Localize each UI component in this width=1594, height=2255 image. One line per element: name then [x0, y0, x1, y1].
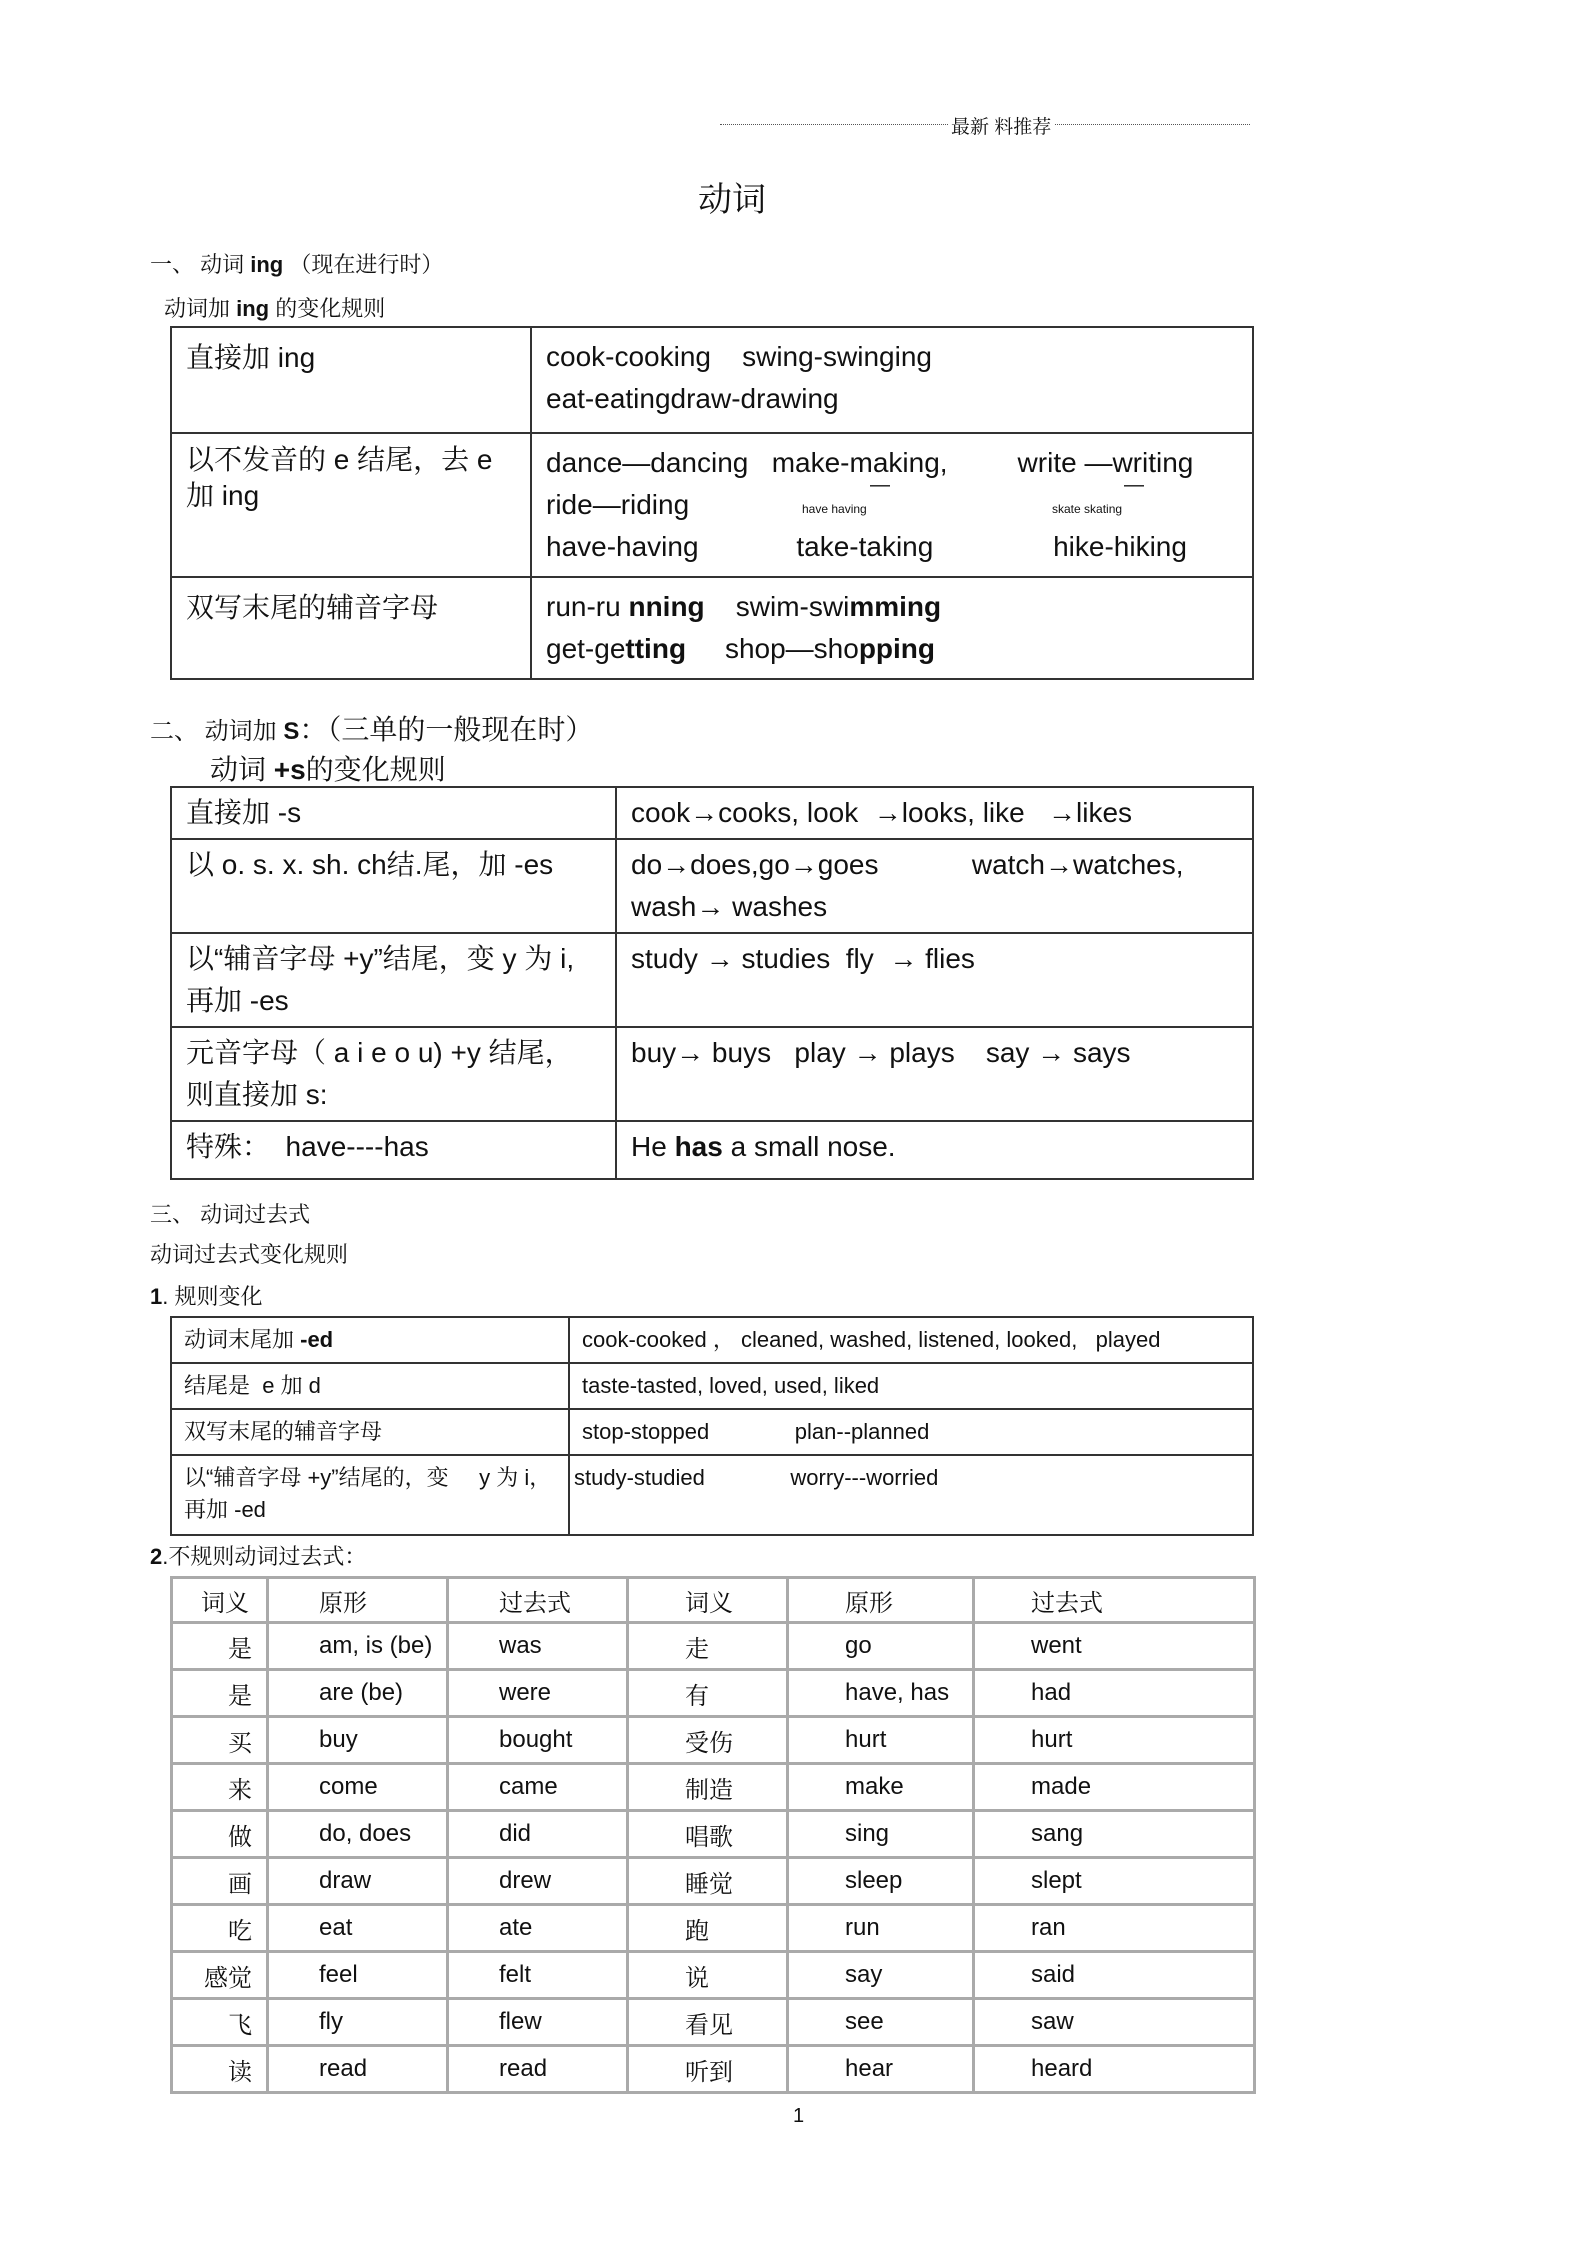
example-line: ride—riding — [546, 489, 690, 520]
header-cell: 原形 — [788, 1578, 974, 1623]
example-line: wash→ washes — [631, 891, 828, 922]
example-line: do→does,go→goes watch→watches, — [631, 849, 1184, 880]
table-row — [171, 433, 1253, 577]
rule-cell — [171, 1409, 569, 1455]
meaning-cell: 做 — [172, 1811, 268, 1858]
past-form-cell: sang — [974, 1811, 1255, 1858]
text-bold: mming — [849, 591, 942, 622]
past-form-cell: saw — [974, 1999, 1255, 2046]
section1-subheading-suffix: 的变化规则 — [269, 296, 386, 321]
section2-heading-suffix: ：（三单的一般现在时） — [299, 714, 594, 745]
page-title: 动词 — [698, 180, 766, 220]
rule-line: 再加 -es — [186, 985, 289, 1016]
rule-cell — [171, 787, 616, 839]
past-form-cell: said — [974, 1952, 1255, 1999]
regular-past-table — [170, 1316, 1254, 1536]
rule-cell — [171, 1121, 616, 1179]
base-form-cell: have, has — [788, 1670, 974, 1717]
base-form-cell: do, does — [268, 1811, 448, 1858]
header-cell: 原形 — [268, 1578, 448, 1623]
table-row — [172, 2046, 1255, 2093]
past-form-cell: bought — [448, 1717, 628, 1764]
examples-cell: study-studied worry---worried — [569, 1455, 1253, 1535]
past-form-cell: read — [448, 2046, 628, 2093]
rule-cell: 以不发音的 e 结尾，去 e 加 ing — [171, 433, 531, 577]
rule-cell — [171, 933, 616, 1027]
rule-text: 动词末尾加 — [184, 1327, 301, 1352]
base-form-cell: am, is (be) — [268, 1623, 448, 1670]
example-line: eat-eatingdraw-drawing — [546, 383, 839, 414]
text-plain: He — [631, 1131, 675, 1162]
past-form-cell: hurt — [974, 1717, 1255, 1764]
past-form-cell: was — [448, 1623, 628, 1670]
rule-text: 以“辅音字母 +y”结尾的，变 y 为 i， 再加 -ed — [184, 1465, 564, 1522]
table-row — [172, 1905, 1255, 1952]
examples-cell — [616, 933, 1253, 1027]
examples-cell — [616, 839, 1253, 933]
text-bold: nning — [628, 591, 705, 622]
section2-heading — [150, 708, 593, 748]
part2-text: .不规则动词过去式： — [162, 1544, 367, 1569]
base-form-cell: fly — [268, 1999, 448, 2046]
irregular-past-table — [170, 1576, 1256, 2094]
section2-heading-bold: S — [283, 718, 300, 745]
table-row — [171, 1409, 1253, 1455]
text-plain: get-ge — [546, 633, 626, 664]
base-form-cell: run — [788, 1905, 974, 1952]
section2-subheading — [210, 748, 446, 788]
example-line: buy→ buys play → plays say → says — [631, 1037, 1131, 1068]
small-note: skate skating — [1052, 502, 1123, 516]
section2-heading-prefix: 二、 动词加 — [150, 718, 284, 745]
meaning-cell: 是 — [172, 1670, 268, 1717]
table-row — [171, 1363, 1253, 1409]
meaning-cell: 感觉 — [172, 1952, 268, 1999]
rule-cell — [171, 1317, 569, 1363]
rule-cell — [171, 839, 616, 933]
text-plain: swim-swi — [704, 591, 850, 622]
rule-cell — [171, 1027, 616, 1121]
past-form-cell: ate — [448, 1905, 628, 1952]
table-row — [172, 1858, 1255, 1905]
table-row — [172, 1670, 1255, 1717]
ing-rules-table — [170, 326, 1254, 680]
rule-cell — [171, 1363, 569, 1409]
table-row — [172, 1999, 1255, 2046]
rule-bold: -ed — [300, 1327, 334, 1352]
examples-cell: taste-tasted, loved, used, liked — [569, 1363, 1253, 1409]
section3-heading: 三、 动词过去式 — [150, 1202, 311, 1227]
section2-subheading-bold: +s — [273, 754, 306, 785]
base-form-cell: go — [788, 1623, 974, 1670]
example-line: cook-cooking swing-swinging — [546, 341, 932, 372]
base-form-cell: say — [788, 1952, 974, 1999]
past-form-cell: flew — [448, 1999, 628, 2046]
text-bold: pping — [858, 633, 936, 664]
past-form-cell: made — [974, 1764, 1255, 1811]
example-line — [546, 586, 1238, 628]
part1-label — [150, 1280, 262, 1311]
part2-number: 2 — [150, 1544, 163, 1569]
text-bold: has — [674, 1131, 723, 1162]
past-form-cell: came — [448, 1764, 628, 1811]
examples-cell — [531, 433, 1253, 577]
meaning-cell: 有 — [628, 1670, 788, 1717]
header-cell: 过去式 — [974, 1578, 1255, 1623]
table-row — [171, 839, 1253, 933]
section1-subheading-prefix: 动词加 — [164, 296, 237, 321]
rule-cell: 直接加 ing — [171, 327, 531, 433]
base-form-cell: buy — [268, 1717, 448, 1764]
page-number: 1 — [793, 2105, 805, 2127]
meaning-cell: 读 — [172, 2046, 268, 2093]
examples-cell — [616, 787, 1253, 839]
dash-mark: — — [870, 474, 890, 496]
meaning-cell: 走 — [628, 1623, 788, 1670]
past-form-cell: went — [974, 1623, 1255, 1670]
examples-cell — [616, 1121, 1253, 1179]
section1-subheading-bold: ing — [236, 296, 270, 321]
example-line: cook→cooks, look →looks, like →likes — [631, 797, 1133, 828]
text-plain: a small nose. — [722, 1131, 896, 1162]
table-row — [171, 327, 1253, 433]
past-form-cell: drew — [448, 1858, 628, 1905]
meaning-cell: 跑 — [628, 1905, 788, 1952]
meaning-cell: 看见 — [628, 1999, 788, 2046]
table-row — [171, 787, 1253, 839]
example-line — [546, 526, 1238, 568]
meaning-cell: 受伤 — [628, 1717, 788, 1764]
base-form-cell: hear — [788, 2046, 974, 2093]
small-note: have having — [802, 502, 867, 516]
rule-line: 元音字母（ a i e o u) +y 结尾， — [186, 1037, 573, 1068]
section1-heading-suffix: （现在进行时） — [283, 252, 444, 277]
meaning-cell: 来 — [172, 1764, 268, 1811]
past-form-cell: had — [974, 1670, 1255, 1717]
examples-cell: cook-cooked ， cleaned, washed, listened, looked, played — [569, 1317, 1253, 1363]
example-item: take-taking — [796, 531, 934, 562]
example-item: hike-hiking — [1053, 531, 1187, 562]
table-row — [172, 1623, 1255, 1670]
header-text: 最新 料推荐 — [948, 112, 1054, 139]
table-row — [171, 933, 1253, 1027]
section1-subheading — [164, 292, 385, 323]
section3-subheading: 动词过去式变化规则 — [150, 1242, 349, 1267]
meaning-cell: 买 — [172, 1717, 268, 1764]
text-plain: shop—sho — [686, 633, 859, 664]
example-line: dance—dancing make-making, write —writing — [546, 447, 1194, 478]
examples-cell — [531, 577, 1253, 679]
rule-line: 则直接加 s: — [186, 1079, 328, 1110]
rule-cell — [171, 1455, 569, 1535]
meaning-cell: 制造 — [628, 1764, 788, 1811]
table-row — [171, 1121, 1253, 1179]
table-row — [172, 1717, 1255, 1764]
example-item: have-having — [546, 531, 699, 562]
table-row — [171, 1455, 1253, 1535]
dash-mark: — — [1124, 474, 1144, 496]
meaning-cell: 吃 — [172, 1905, 268, 1952]
base-form-cell: read — [268, 2046, 448, 2093]
past-form-cell: heard — [974, 2046, 1255, 2093]
section2-subheading-prefix: 动词 — [210, 754, 274, 785]
table-row — [171, 1317, 1253, 1363]
base-form-cell: eat — [268, 1905, 448, 1952]
meaning-cell: 唱歌 — [628, 1811, 788, 1858]
table-row — [171, 1027, 1253, 1121]
meaning-cell: 睡觉 — [628, 1858, 788, 1905]
s-rules-table — [170, 786, 1254, 1180]
base-form-cell: sleep — [788, 1858, 974, 1905]
rule-line: 以“辅音字母 +y”结尾，变 y 为 i, — [186, 943, 575, 974]
header-cell: 词义 — [172, 1578, 268, 1623]
past-form-cell: ran — [974, 1905, 1255, 1952]
base-form-cell: are (be) — [268, 1670, 448, 1717]
base-form-cell: hurt — [788, 1717, 974, 1764]
section2-subheading-suffix: 的变化规则 — [305, 754, 446, 785]
table-row — [172, 1764, 1255, 1811]
text-plain: run-ru — [546, 591, 629, 622]
examples-cell: stop-stopped plan--planned — [569, 1409, 1253, 1455]
past-form-cell: slept — [974, 1858, 1255, 1905]
base-form-cell: come — [268, 1764, 448, 1811]
rule-text: 双写末尾的辅音字母 — [184, 1419, 383, 1444]
example-line — [546, 628, 1238, 670]
past-form-cell: did — [448, 1811, 628, 1858]
header-cell: 词义 — [628, 1578, 788, 1623]
rule-line: 直接加 -s — [186, 797, 302, 828]
rule-cell: 双写末尾的辅音字母 — [171, 577, 531, 679]
part1-number: 1 — [150, 1284, 163, 1309]
base-form-cell: sing — [788, 1811, 974, 1858]
base-form-cell: draw — [268, 1858, 448, 1905]
past-form-cell: were — [448, 1670, 628, 1717]
table-row — [172, 1811, 1255, 1858]
table-row — [172, 1952, 1255, 1999]
base-form-cell: feel — [268, 1952, 448, 1999]
part1-text: . 规则变化 — [162, 1284, 263, 1309]
meaning-cell: 听到 — [628, 2046, 788, 2093]
table-row — [171, 577, 1253, 679]
header-cell: 过去式 — [448, 1578, 628, 1623]
past-form-cell: felt — [448, 1952, 628, 1999]
example-line: study → studies fly → flies — [631, 943, 975, 974]
meaning-cell: 画 — [172, 1858, 268, 1905]
examples-cell — [531, 327, 1253, 433]
part2-label — [150, 1540, 366, 1571]
text-bold: tting — [625, 633, 687, 664]
irregular-table-body — [172, 1623, 1255, 2093]
base-form-cell: see — [788, 1999, 974, 2046]
rule-text: 结尾是 e 加 d — [184, 1373, 321, 1398]
section1-heading-bold: ing — [250, 252, 284, 277]
rule-line: 特殊： have----has — [186, 1131, 429, 1162]
section1-heading-prefix: 一、 动词 — [150, 252, 251, 277]
examples-cell — [616, 1027, 1253, 1121]
meaning-cell: 是 — [172, 1623, 268, 1670]
base-form-cell: make — [788, 1764, 974, 1811]
meaning-cell: 飞 — [172, 1999, 268, 2046]
meaning-cell: 说 — [628, 1952, 788, 1999]
section1-heading — [150, 248, 443, 279]
table-header-row — [172, 1578, 1255, 1623]
rule-line: 以 o. s. x. sh. ch结.尾，加 -es — [186, 849, 554, 880]
